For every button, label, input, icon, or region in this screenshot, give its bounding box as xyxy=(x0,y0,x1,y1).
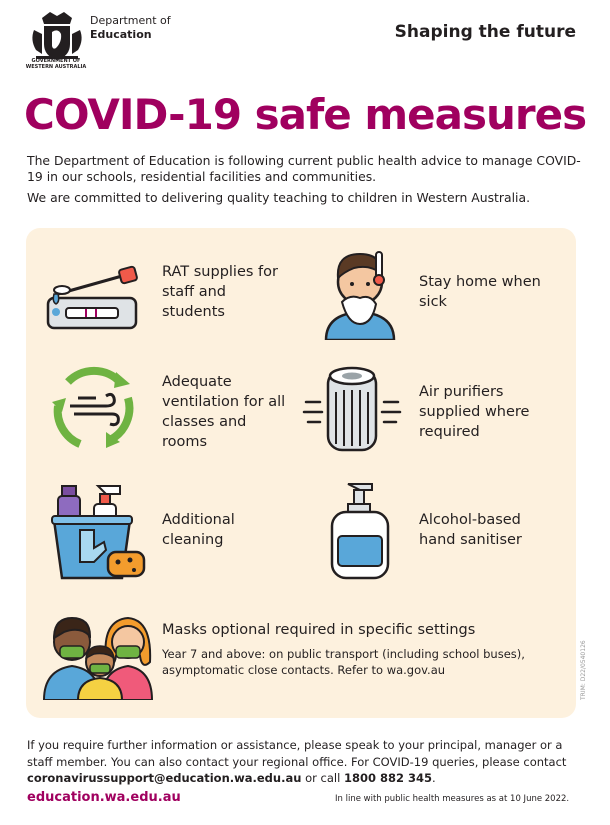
support-phone[interactable]: 1800 882 345 xyxy=(343,771,432,785)
intro xyxy=(27,153,587,211)
measure-label: Air purifiers supplied where required xyxy=(419,384,530,440)
support-email-link[interactable]: coronavirussupport@education.wa.edu.au xyxy=(27,771,302,785)
intro-paragraph: We are committed to delivering quality teaching to children in Western Australia. xyxy=(27,190,531,205)
page-title: COVID-19 safe measures xyxy=(24,90,587,139)
measure-label: Stay home when sick xyxy=(419,274,541,310)
masks-description: Year 7 and above: on public transport (including school buses), asymptomatic close contacts. Refer to wa.gov.au xyxy=(162,647,525,677)
government-wordmark: GOVERNMENT OF WESTERN AUSTRALIA xyxy=(25,58,87,70)
air-purifier-icon xyxy=(302,362,402,454)
cleaning-supplies-icon xyxy=(50,482,150,582)
intro-paragraph: The Department of Education is following current public health advice to manage COVID-19 in our schools, residential facilities and communities. xyxy=(27,153,581,184)
ventilation-icon xyxy=(50,362,138,452)
footer-contact: If you require further information or assistance, please speak to your principal, manager or a staff member. You can also contact your regional office. For COVID-19 queries, please contact coronavirussupport@education.wa.edu.au or call 1800 882 345. xyxy=(27,738,567,785)
measure-label: RAT supplies for staff and students xyxy=(162,264,278,320)
website-link[interactable]: education.wa.edu.au xyxy=(27,790,181,805)
masks-title: Masks optional required in specific settings xyxy=(162,622,476,638)
measures-panel xyxy=(26,228,576,718)
rapid-antigen-test-icon xyxy=(40,250,150,332)
measure-label: Alcohol-based hand sanitiser xyxy=(419,512,522,548)
tagline: Shaping the future xyxy=(394,22,576,42)
document-code: TRIM: D22/0540126 xyxy=(580,640,587,700)
department-name: Department of Education xyxy=(90,14,171,41)
hand-sanitiser-icon xyxy=(326,480,396,582)
header xyxy=(0,0,610,80)
sick-person-icon xyxy=(320,244,400,340)
family-masks-icon xyxy=(42,600,154,700)
as-of-date: In line with public health measures as at 10 June 2022. xyxy=(335,794,570,804)
measure-label: Additional cleaning xyxy=(162,512,235,548)
measure-label: Adequate ventilation for all classes and rooms xyxy=(162,374,286,450)
